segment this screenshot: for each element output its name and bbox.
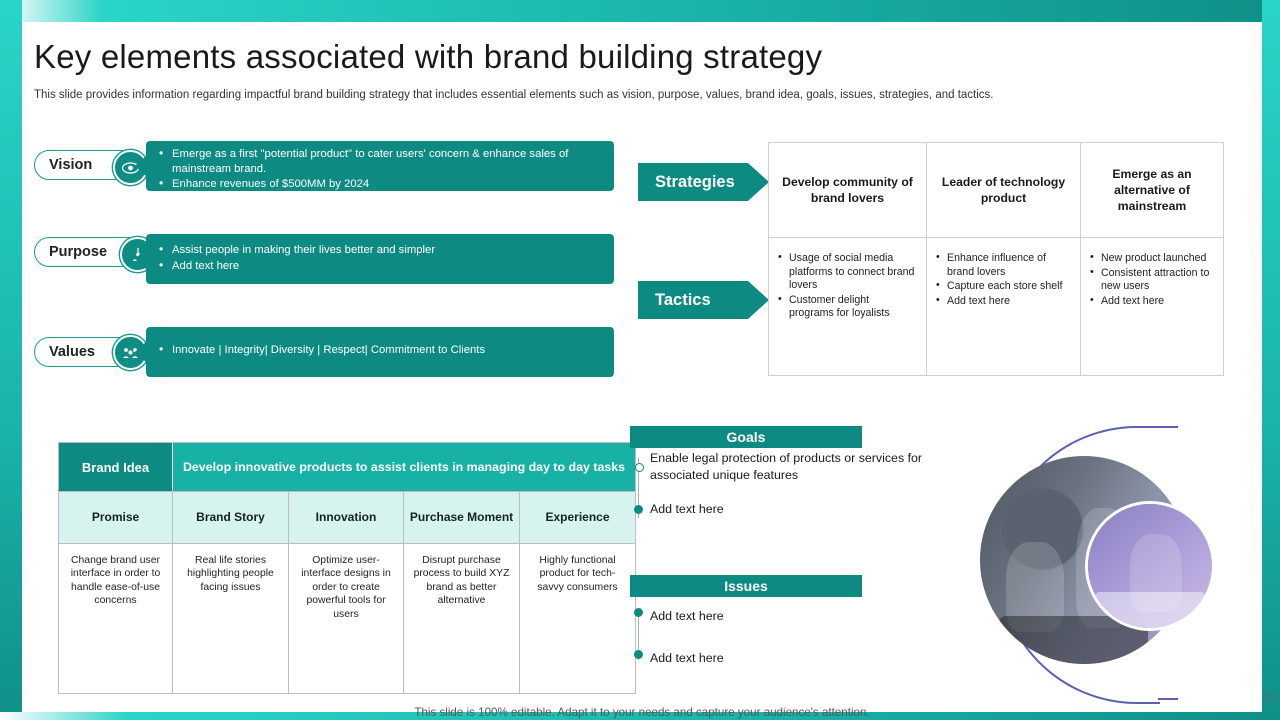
cell-innovation: Optimize user-interface designs in order to create powerful tools for users bbox=[289, 543, 404, 693]
cell-purchase-moment: Disrupt purchase process to build XYZ brand as better alternative bbox=[404, 543, 520, 693]
decorative-border-right bbox=[1262, 0, 1280, 720]
column-header-brand-story: Brand Story bbox=[173, 491, 289, 543]
goals-item-1: Enable legal protection of products or services for associated unique features bbox=[650, 451, 923, 482]
vision-content-box bbox=[146, 141, 614, 191]
purpose-bullet-2: • Add text here bbox=[172, 259, 604, 274]
brand-idea-table bbox=[58, 442, 636, 694]
decorative-border-top bbox=[0, 0, 1280, 22]
brand-idea-label: Brand Idea bbox=[59, 443, 173, 491]
strategy-cell-2: Leader of technology product bbox=[927, 143, 1081, 237]
tactic-item: • Customer delight programs for loyalists bbox=[789, 294, 916, 321]
vision-label: Vision bbox=[49, 157, 93, 173]
brand-idea-column-headers bbox=[59, 491, 635, 543]
goals-item-2: Add text here bbox=[650, 502, 724, 516]
tactic-item: • New product launched bbox=[1101, 252, 1213, 266]
photo-collage bbox=[980, 418, 1200, 708]
goals-bullet-dot-1 bbox=[635, 463, 644, 472]
tactics-chevron: Tactics bbox=[638, 281, 748, 319]
colleague-photo bbox=[1088, 504, 1212, 628]
tactic-item: • Enhance influence of brand lovers bbox=[947, 252, 1070, 279]
brand-idea-headline: Develop innovative products to assist clients in managing day to day tasks bbox=[173, 443, 635, 491]
issues-item-2: Add text here bbox=[650, 651, 724, 665]
brand-idea-header-row bbox=[59, 443, 635, 491]
decorative-border-left bbox=[0, 0, 22, 720]
strategy-tactics-table bbox=[768, 142, 1224, 376]
cell-brand-story: Real life stories highlighting people facing issues bbox=[173, 543, 289, 693]
vision-bullet-1: • Emerge as a first "potential product" to cater users' concern & enhance sales of mainstream brand. bbox=[172, 147, 604, 176]
issues-item-1: Add text here bbox=[650, 609, 724, 623]
column-header-experience: Experience bbox=[520, 491, 635, 543]
purpose-label: Purpose bbox=[49, 244, 108, 260]
purpose-content-box bbox=[146, 234, 614, 284]
tactic-item: • Consistent attraction to new users bbox=[1101, 267, 1213, 294]
strategies-chevron: Strategies bbox=[638, 163, 748, 201]
page-title: Key elements associated with brand building strategy bbox=[34, 38, 823, 75]
cell-promise: Change brand user interface in order to handle ease-of-use concerns bbox=[59, 543, 173, 693]
column-header-innovation: Innovation bbox=[289, 491, 404, 543]
tactics-cell-1 bbox=[769, 238, 927, 376]
slide-canvas bbox=[22, 22, 1262, 719]
tactic-item: • Add text here bbox=[947, 295, 1070, 309]
tactics-cell-3 bbox=[1081, 238, 1223, 376]
purpose-bullet-1: • Assist people in making their lives better and simpler bbox=[172, 243, 604, 258]
tactics-cell-2 bbox=[927, 238, 1081, 376]
vision-bullet-2: • Enhance revenues of $500MM by 2024 bbox=[172, 177, 604, 192]
page-number: 12 bbox=[1264, 692, 1276, 704]
decorative-arc-bottom-tick bbox=[1158, 698, 1178, 700]
issues-banner: Issues bbox=[630, 575, 862, 597]
goals-banner: Goals bbox=[630, 426, 862, 448]
slide-subtitle: This slide provides information regarding impactful brand building strategy that includes essential elements such as vision, purpose, values, brand idea, goals, issues, strategies, and tactics. bbox=[34, 89, 994, 101]
slide-footer-note: This slide is 100% editable. Adapt it to your needs and capture your audience's attention. bbox=[414, 706, 870, 719]
goals-bullet-dot-2 bbox=[634, 505, 643, 514]
column-header-purchase-moment: Purchase Moment bbox=[404, 491, 520, 543]
strategy-cell-3: Emerge as an alternative of mainstream bbox=[1112, 167, 1192, 213]
tactic-item: • Add text here bbox=[1101, 295, 1213, 309]
issues-bullet-dot-1 bbox=[634, 608, 643, 617]
decorative-arc-top-tick bbox=[1158, 426, 1178, 428]
cell-experience: Highly functional product for tech-savvy consumers bbox=[520, 543, 635, 693]
table-header-row bbox=[769, 143, 1223, 238]
table-body-row bbox=[769, 238, 1223, 376]
tactic-item: • Capture each store shelf bbox=[947, 280, 1070, 294]
values-bullet-1: • Innovate | Integrity| Diversity | Respect| Commitment to Clients bbox=[172, 343, 604, 358]
column-header-promise: Promise bbox=[59, 491, 173, 543]
values-content-box bbox=[146, 327, 614, 377]
tactic-item: • Usage of social media platforms to connect brand lovers bbox=[789, 252, 916, 293]
brand-idea-body-row bbox=[59, 543, 635, 693]
issues-bullet-dot-2 bbox=[634, 650, 643, 659]
values-label: Values bbox=[49, 344, 95, 360]
strategy-cell-1: Develop community of brand lovers bbox=[769, 143, 927, 237]
